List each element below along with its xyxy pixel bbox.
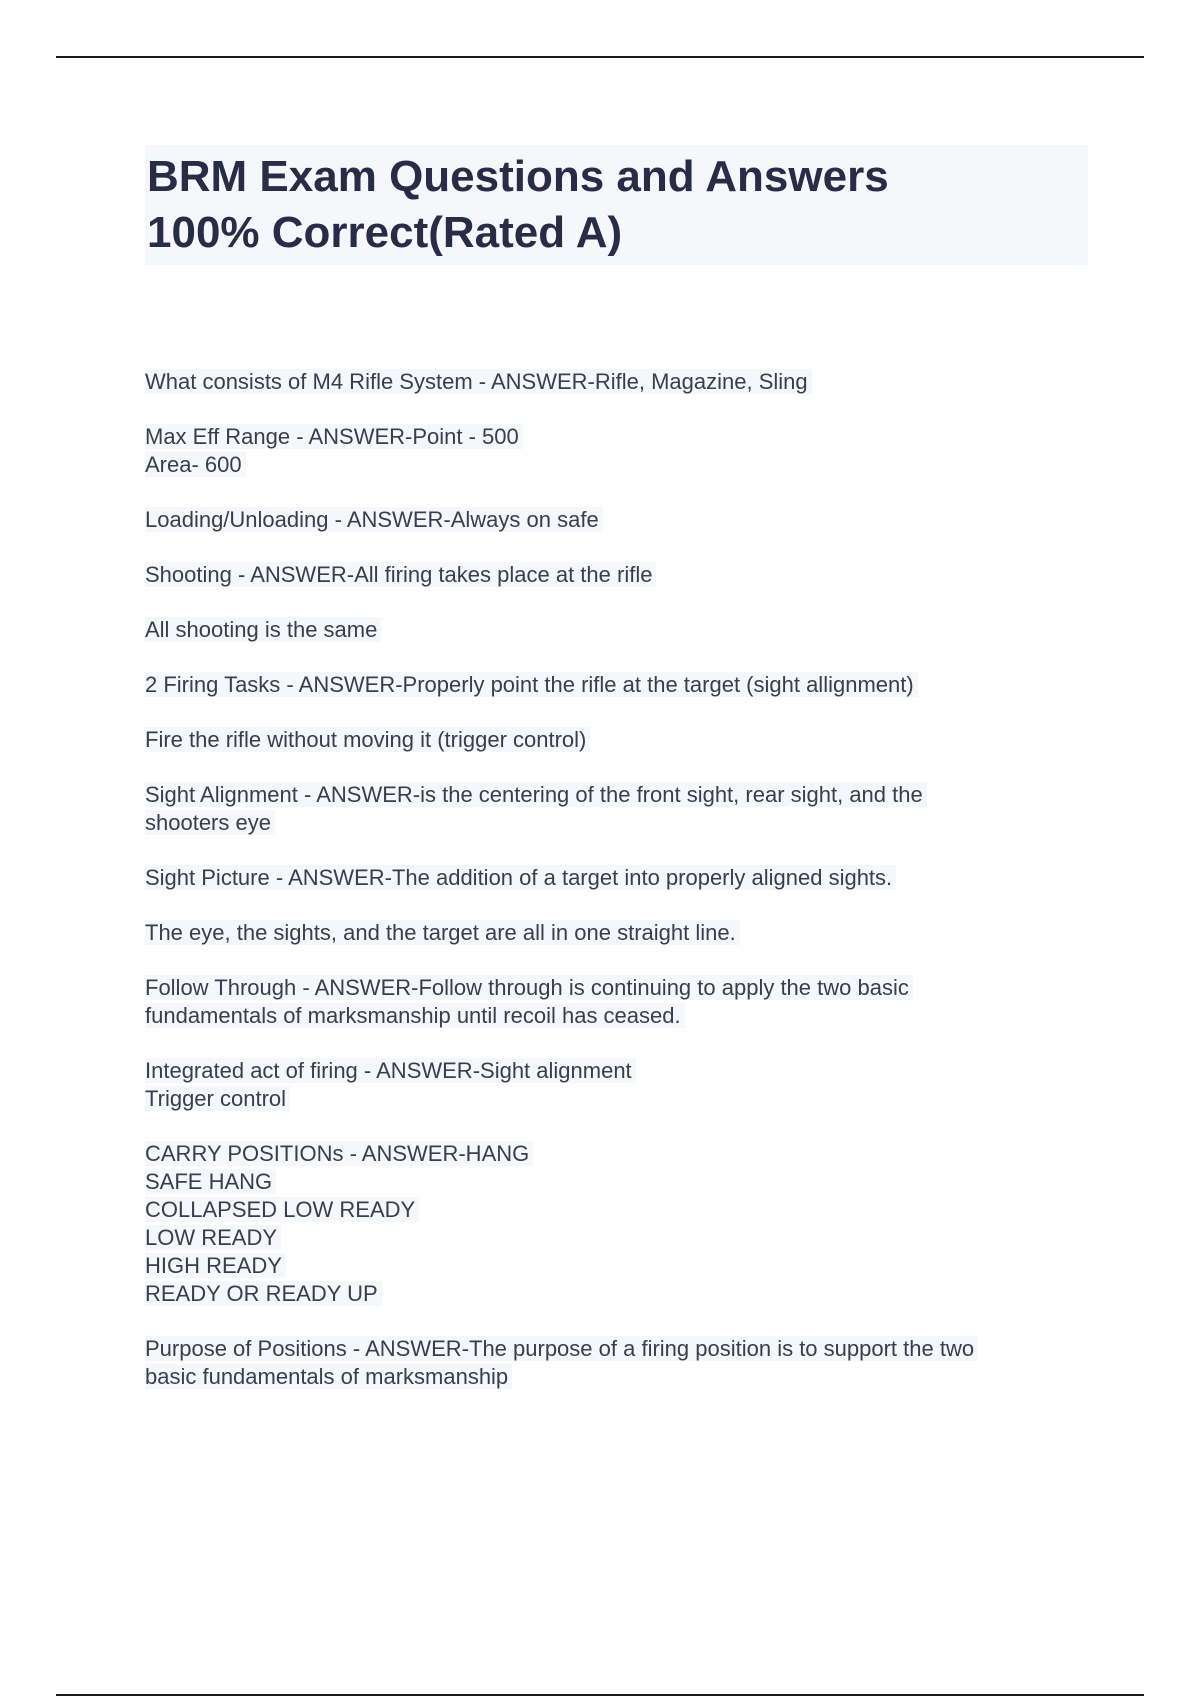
qa-item <box>145 1335 1095 1391</box>
qa-item <box>145 616 1095 644</box>
qa-line <box>145 1002 1095 1030</box>
qa-text: Fire the rifle without moving it (trigger control) <box>145 727 590 752</box>
qa-text: basic fundamentals of marksmanship <box>145 1364 512 1389</box>
qa-text: HIGH READY <box>145 1253 286 1278</box>
qa-line <box>145 864 1095 892</box>
qa-line <box>145 726 1095 754</box>
qa-text: shooters eye <box>145 810 275 835</box>
qa-text: CARRY POSITIONs - ANSWER-HANG <box>145 1141 533 1166</box>
qa-item <box>145 671 1095 699</box>
qa-line <box>145 919 1095 947</box>
qa-text: Max Eff Range - ANSWER-Point - 500 <box>145 424 523 449</box>
qa-line <box>145 561 1095 589</box>
qa-line <box>145 451 1095 479</box>
qa-text: What consists of M4 Rifle System - ANSWER-Rifle, Magazine, Sling <box>145 369 812 394</box>
qa-text: Sight Picture - ANSWER-The addition of a target into properly aligned sights. <box>145 865 896 890</box>
qa-item <box>145 423 1095 479</box>
qa-item <box>145 561 1095 589</box>
qa-line <box>145 1085 1095 1113</box>
qa-item <box>145 1140 1095 1308</box>
qa-list <box>145 368 1095 1418</box>
qa-item <box>145 974 1095 1030</box>
qa-line <box>145 368 1095 396</box>
title-line: 100% Correct(Rated A) <box>147 208 623 257</box>
qa-line <box>145 974 1095 1002</box>
qa-line <box>145 423 1095 451</box>
qa-item <box>145 726 1095 754</box>
qa-text: Integrated act of firing - ANSWER-Sight alignment <box>145 1058 636 1083</box>
qa-item <box>145 1057 1095 1113</box>
qa-text: All shooting is the same <box>145 617 381 642</box>
qa-text: The eye, the sights, and the target are all in one straight line. <box>145 920 740 945</box>
qa-text: LOW READY <box>145 1225 281 1250</box>
qa-line <box>145 671 1095 699</box>
qa-text: Sight Alignment - ANSWER-is the centering of the front sight, rear sight, and the <box>145 782 927 807</box>
qa-text: Trigger control <box>145 1086 290 1111</box>
qa-item <box>145 919 1095 947</box>
qa-line <box>145 1363 1095 1391</box>
qa-line <box>145 616 1095 644</box>
qa-text: Purpose of Positions - ANSWER-The purpose of a firing position is to support the two <box>145 1336 978 1361</box>
document-title <box>145 145 1088 265</box>
qa-line <box>145 1140 1095 1168</box>
qa-line <box>145 781 1095 809</box>
qa-text: READY OR READY UP <box>145 1281 382 1306</box>
qa-text: COLLAPSED LOW READY <box>145 1197 419 1222</box>
qa-line <box>145 1196 1095 1224</box>
qa-item <box>145 864 1095 892</box>
qa-text: Shooting - ANSWER-All firing takes place at the rifle <box>145 562 656 587</box>
qa-text: SAFE HANG <box>145 1169 276 1194</box>
qa-line <box>145 1057 1095 1085</box>
qa-text: 2 Firing Tasks - ANSWER-Properly point the rifle at the target (sight allignment) <box>145 672 918 697</box>
qa-line <box>145 1280 1095 1308</box>
qa-text: fundamentals of marksmanship until recoil has ceased. <box>145 1003 685 1028</box>
qa-line <box>145 1335 1095 1363</box>
qa-line <box>145 506 1095 534</box>
qa-item <box>145 368 1095 396</box>
bottom-divider <box>56 1694 1144 1696</box>
qa-text: Follow Through - ANSWER-Follow through is continuing to apply the two basic <box>145 975 913 1000</box>
qa-line <box>145 1252 1095 1280</box>
top-divider <box>56 56 1144 58</box>
qa-item <box>145 506 1095 534</box>
qa-line <box>145 1224 1095 1252</box>
qa-text: Loading/Unloading - ANSWER-Always on safe <box>145 507 603 532</box>
qa-text: Area- 600 <box>145 452 246 477</box>
qa-line <box>145 809 1095 837</box>
qa-line <box>145 1168 1095 1196</box>
title-line: BRM Exam Questions and Answers <box>147 152 889 201</box>
qa-item <box>145 781 1095 837</box>
